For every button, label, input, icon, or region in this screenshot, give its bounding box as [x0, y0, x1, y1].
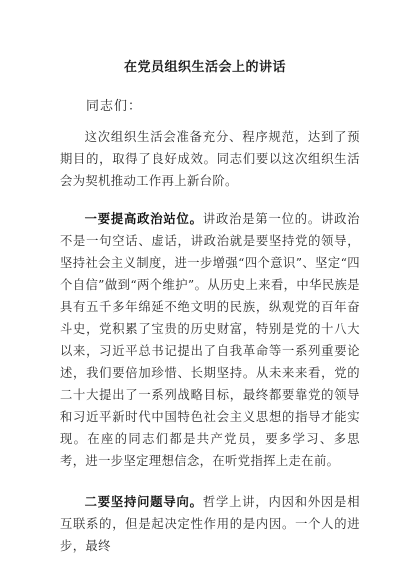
paragraph-political-stance [60, 208, 360, 472]
paragraph-intro-text: 这次组织生活会准备充分、程序规范，达到了预期目的，取得了良好成效。同志们要以这次组织生活会为契机推动工作再上新台阶。 [60, 130, 360, 188]
paragraph-intro [60, 126, 360, 192]
greeting: 同志们： [86, 99, 143, 114]
paragraph-problem-orientation-heading: 二要坚持问题导向。 [84, 494, 203, 509]
paragraph-political-stance-heading: 一要提高政治站位。 [84, 211, 203, 226]
document-title: 在党员组织生活会上的讲话 [123, 60, 286, 75]
paragraph-problem-orientation-text: 哲学上讲，内因和外因是相互联系的，但是起决定性作用的是内因。一个人的进步，最终 [60, 495, 360, 553]
paragraph-political-stance-text: 讲政治是第一位的。讲政治不是一句空话、虚话，讲政治就是要坚持党的领导，坚持社会主义制度，进一步增强“四个意识”、坚定“四个自信”做到“两个维护”。从历史上来看，中华民族是具有五千多年绵延不绝文明的民族，纵观党的百年奋斗史，党积累了宝贵的历史财富，特别是党的十八大以来，习近平总书记提出了自我革命等一系列重要论述，我们要倍加珍惜、长期坚持。从未来来看，党的二十大提出了一系列战略目标，最终都要靠党的领导和习近平新时代中国特色社会主义思想的指导才能实现。在座的同志们都是共产党员，要多学习、多思考，进一步坚定理想信念，在听党指挥上走在前。 [60, 212, 360, 468]
paragraph-problem-orientation [60, 491, 360, 557]
